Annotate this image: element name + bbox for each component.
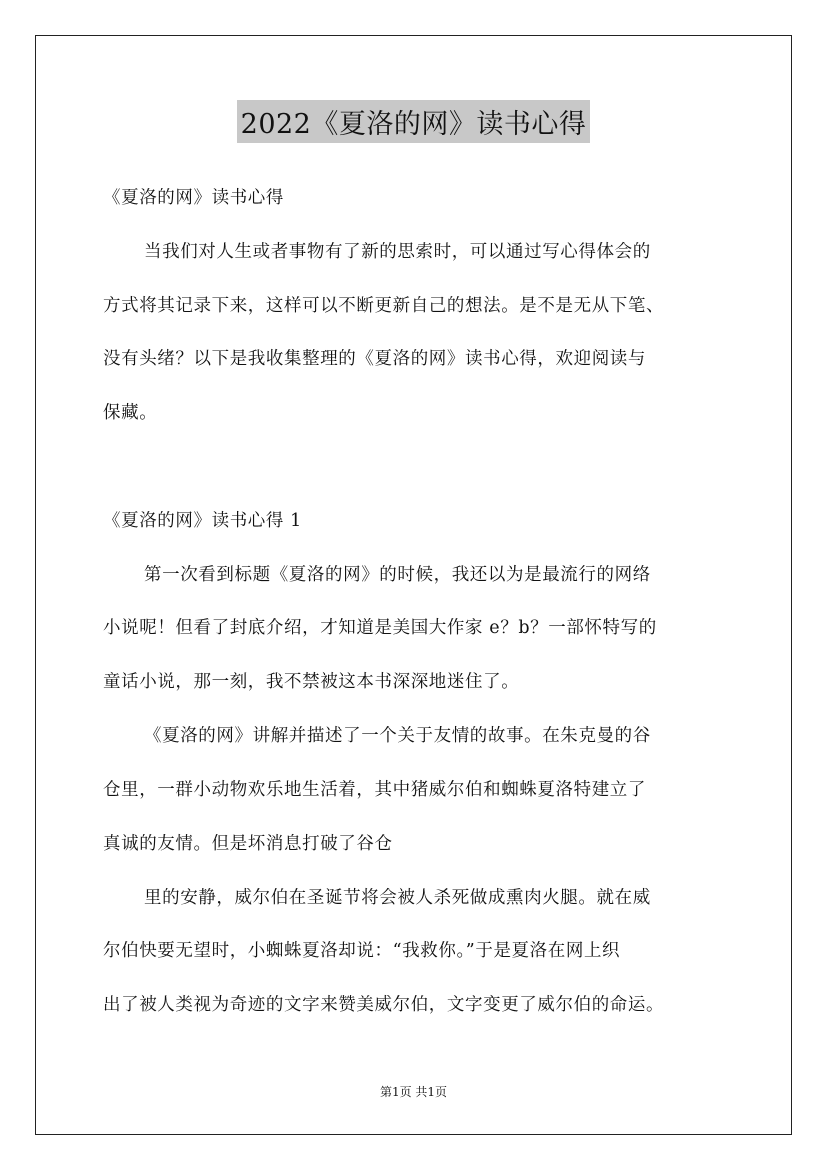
document-title-wrap bbox=[0, 100, 827, 143]
body-line: 尔伯快要无望时，小蜘蛛夏洛却说：“我救你。”于是夏洛在网上织 bbox=[103, 941, 621, 961]
document-title: 2022《夏洛的网》读书心得 bbox=[237, 100, 591, 143]
body-line: 真诚的友情。但是坏消息打破了谷仓 bbox=[103, 834, 393, 854]
intro-line: 没有头绪？以下是我收集整理的《夏洛的网》读书心得，欢迎阅读与 bbox=[103, 349, 646, 369]
section-heading: 《夏洛的网》读书心得 1 bbox=[103, 511, 302, 531]
intro-line: 当我们对人生或者事物有了新的思索时，可以通过写心得体会的 bbox=[144, 242, 651, 262]
document-subtitle: 《夏洛的网》读书心得 bbox=[103, 188, 284, 208]
intro-line: 保藏。 bbox=[103, 403, 158, 423]
page-footer: 第1页 共1页 bbox=[379, 1085, 448, 1099]
body-line: 仓里，一群小动物欢乐地生活着，其中猪威尔伯和蜘蛛夏洛特建立了 bbox=[103, 780, 646, 800]
body-line: 童话小说，那一刻，我不禁被这本书深深地迷住了。 bbox=[103, 672, 520, 692]
intro-line: 方式将其记录下来，这样可以不断更新自己的想法。是不是无从下笔、 bbox=[103, 296, 665, 316]
body-line: 小说呢！但看了封底介绍，才知道是美国大作家 e？b？一部怀特写的 bbox=[103, 618, 657, 638]
body-line: 里的安静，威尔伯在圣诞节将会被人杀死做成熏肉火腿。就在威 bbox=[144, 888, 651, 908]
body-line: 出了被人类视为奇迹的文字来赞美威尔伯，文字变更了威尔伯的命运。 bbox=[103, 995, 665, 1015]
body-line: 《夏洛的网》讲解并描述了一个关于友情的故事。在朱克曼的谷 bbox=[144, 726, 651, 746]
body-line: 第一次看到标题《夏洛的网》的时候，我还以为是最流行的网络 bbox=[144, 565, 651, 585]
